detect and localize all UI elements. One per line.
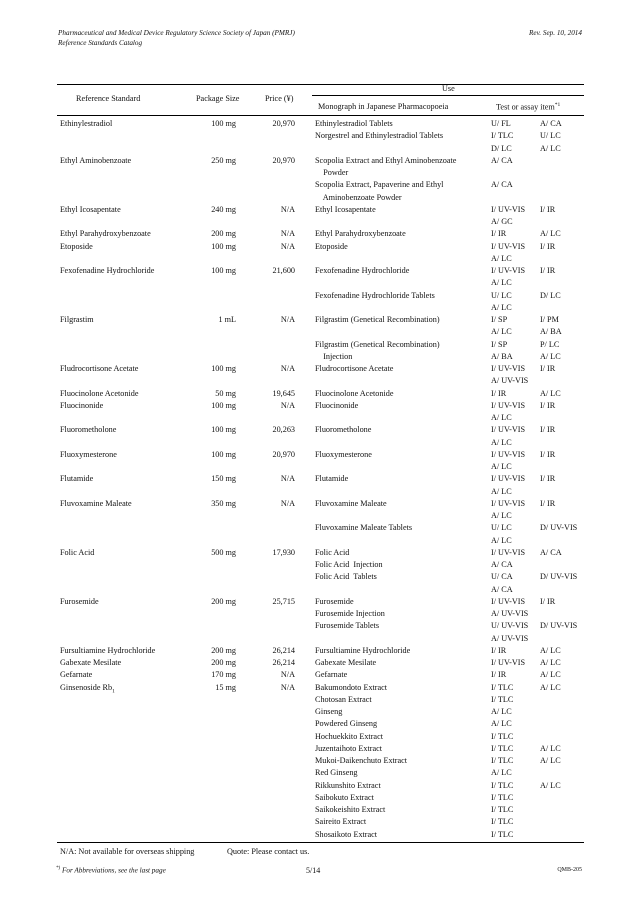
cell-t1: A/ LC	[491, 437, 512, 447]
cell-mono: Folic Acid Injection	[315, 560, 383, 569]
cell-t1: A/ GC	[491, 217, 513, 226]
cell-name: Flutamide	[60, 474, 94, 484]
table-row	[57, 217, 584, 229]
table-row	[57, 707, 584, 719]
catalog-title: Reference Standards Catalog	[58, 39, 143, 47]
cell-price: 20,970	[272, 155, 295, 165]
table-row	[57, 830, 584, 842]
cell-price: N/A	[280, 241, 295, 251]
cell-name: Fludrocortisone Acetate	[60, 364, 139, 373]
cell-size: 50 mg	[215, 388, 236, 398]
cell-t2: A/ LC	[540, 143, 561, 153]
cell-t2: I/ IR	[540, 364, 556, 373]
cell-t1: I/ UV-VIS	[491, 204, 526, 214]
cell-size: 1 mL	[218, 315, 236, 324]
cell-t1: U/ LC	[491, 523, 512, 533]
cell-t1: A/ BA	[491, 351, 513, 361]
cell-t1: A/ LC	[491, 535, 512, 545]
table-row	[57, 536, 584, 548]
cell-t2: A/ LC	[540, 780, 561, 790]
cell-price: 21,600	[272, 266, 295, 275]
cell-mono: Ethyl Parahydroxybenzoate	[315, 229, 406, 239]
table-row	[57, 450, 584, 462]
cell-price: 20,263	[272, 425, 295, 435]
cell-t1: A/ LC	[491, 486, 512, 496]
cell-t1: I/ TLC	[491, 817, 514, 827]
cell-name: Furosemide	[60, 596, 99, 606]
cell-size: 200 mg	[211, 645, 236, 655]
table-row	[57, 340, 584, 352]
cell-t1: A/ CA	[491, 155, 513, 165]
table-row	[57, 205, 584, 217]
cell-t1: I/ UV-VIS	[491, 364, 526, 373]
cell-mono: Chotosan Extract	[315, 694, 372, 704]
cell-mono: Norgestrel and Ethinylestradiol Tablets	[315, 131, 444, 141]
table-row	[57, 817, 584, 829]
cell-size: 170 mg	[211, 670, 236, 680]
cell-t1: I/ TLC	[491, 731, 514, 741]
cell-mono: Gabexate Mesilate	[315, 658, 377, 667]
cell-name: Fexofenadine Hydrochloride	[60, 266, 155, 275]
cell-size: 150 mg	[211, 474, 236, 484]
table-row	[57, 364, 584, 376]
cell-name: Ethyl Aminobenzoate	[60, 155, 132, 165]
cell-t1: I/ UV-VIS	[491, 498, 526, 508]
page-header-left	[58, 28, 295, 48]
cell-price: N/A	[280, 682, 295, 692]
col-header-test: Test or assay item$^{*1}$	[496, 102, 561, 112]
table-row	[57, 572, 584, 584]
cell-t1: A/ LC	[491, 278, 512, 288]
cell-t2: A/ LC	[540, 645, 561, 655]
table-row	[57, 193, 584, 205]
cell-t1: I/ TLC	[491, 694, 514, 704]
cell-t1: I/ UV-VIS	[491, 547, 526, 557]
cell-name: Fursultiamine Hydrochloride	[60, 645, 156, 655]
table-bottom-rule	[57, 842, 584, 843]
cell-t1: I/ UV-VIS	[491, 425, 526, 435]
cell-t1: A/ LC	[491, 413, 512, 422]
cell-t2: I/ IR	[540, 266, 556, 275]
cell-t1: U/ FL	[491, 119, 511, 128]
table-row	[57, 732, 584, 744]
cell-mono: Flutamide	[315, 474, 349, 484]
table-row	[57, 523, 584, 535]
table-row	[57, 229, 584, 241]
cell-size: 15 mg	[215, 682, 236, 692]
cell-mono: Shosaikoto Extract	[315, 829, 378, 839]
cell-price: N/A	[280, 498, 295, 508]
cell-mono: Mukoi-Daikenchuto Extract	[315, 756, 408, 765]
table-row	[57, 131, 584, 143]
cell-t2: A/ LC	[540, 229, 561, 239]
doc-code: QMB-205	[557, 867, 582, 873]
cell-t1: I/ UV-VIS	[491, 241, 526, 251]
cell-size: 500 mg	[211, 547, 236, 557]
cell-name: Fluocinolone Acetonide	[60, 388, 139, 398]
cell-name: Ethinylestradiol	[60, 119, 113, 128]
table-row	[57, 327, 584, 339]
table-row	[57, 254, 584, 266]
cell-t2: A/ LC	[540, 388, 561, 398]
cell-t2: A/ LC	[540, 351, 561, 361]
table-row	[57, 462, 584, 474]
col-header-standard: Reference Standard	[76, 94, 141, 103]
revision-date: Rev. Sep. 10, 2014	[529, 29, 582, 37]
cell-t1: I/ TLC	[491, 805, 514, 814]
cell-t2: A/ BA	[540, 327, 562, 337]
cell-mono: Fursultiamine Hydrochloride	[315, 645, 411, 655]
table-row	[57, 585, 584, 597]
table-row	[57, 303, 584, 315]
cell-t2: I/ IR	[540, 596, 556, 606]
cell-size: 350 mg	[211, 498, 236, 508]
cell-size: 100 mg	[211, 266, 236, 275]
cell-mono: Fluocinonide	[315, 400, 359, 410]
cell-t2: I/ IR	[540, 449, 556, 459]
cell-mono: Etoposide	[315, 241, 348, 251]
cell-t2: A/ CA	[540, 547, 562, 557]
cell-mono: Powder	[315, 168, 349, 177]
table-row	[57, 621, 584, 633]
use-divider-rule	[312, 95, 584, 96]
cell-mono: Saireito Extract	[315, 817, 367, 827]
cell-t1: A/ CA	[491, 584, 513, 594]
table-row	[57, 389, 584, 401]
cell-mono: Gefarnate	[315, 670, 348, 680]
cell-size: 100 mg	[211, 400, 236, 410]
table-row	[57, 242, 584, 254]
cell-t1: U/ UV-VIS	[491, 621, 529, 631]
cell-t2: I/ IR	[540, 400, 556, 410]
cell-t1: I/ TLC	[491, 780, 514, 790]
cell-t1: I/ SP	[491, 339, 508, 349]
table-row	[57, 474, 584, 486]
table-row	[57, 352, 584, 364]
cell-t1: A/ LC	[491, 719, 512, 729]
cell-name	[60, 683, 115, 695]
cell-size: 100 mg	[211, 425, 236, 435]
cell-price: 26,214	[272, 658, 295, 667]
cell-t1: A/ UV-VIS	[491, 376, 529, 386]
cell-mono: Juzentaihoto Extract	[315, 743, 383, 753]
cell-mono: Saibokuto Extract	[315, 792, 374, 802]
table-row	[57, 609, 584, 621]
cell-name: Gefarnate	[60, 670, 93, 680]
table-row	[57, 266, 584, 278]
cell-t1: I/ TLC	[491, 756, 514, 765]
cell-size: 240 mg	[211, 204, 236, 214]
table-row	[57, 156, 584, 168]
cell-name: Fluoxymesterone	[60, 449, 117, 459]
cell-price: N/A	[280, 364, 295, 373]
cell-name: Ethyl Icosapentate	[60, 204, 121, 214]
cell-t1: I/ TLC	[491, 682, 514, 692]
cell-name: Fluvoxamine Maleate	[60, 498, 132, 508]
table-row	[57, 291, 584, 303]
table-row	[57, 597, 584, 609]
cell-mono: Ethyl Icosapentate	[315, 204, 376, 214]
table-row	[57, 805, 584, 817]
cell-mono: Fluorometholone	[315, 425, 372, 435]
cell-t2: A/ LC	[540, 682, 561, 692]
cell-t2: A/ CA	[540, 119, 562, 128]
cell-price: 17,930	[272, 547, 295, 557]
cell-t2: I/ IR	[540, 425, 556, 435]
cell-t1: I/ TLC	[491, 792, 514, 802]
cell-t1: I/ IR	[491, 670, 507, 680]
cell-mono: Filgrastim (Genetical Recombination)	[315, 339, 440, 349]
col-header-package: Package Size	[196, 94, 240, 103]
cell-t1: A/ CA	[491, 560, 513, 569]
cell-price: 20,970	[272, 449, 295, 459]
cell-mono: Scopolia Extract and Ethyl Aminobenzoate	[315, 155, 457, 165]
cell-mono: Fluvoxamine Maleate Tablets	[315, 523, 413, 533]
col-header-monograph: Monograph in Japanese Pharmacopoeia	[318, 102, 449, 111]
cell-mono: Fexofenadine Hydrochloride Tablets	[315, 290, 435, 300]
cell-mono: Furosemide Tablets	[315, 621, 380, 631]
table-row	[57, 499, 584, 511]
cell-mono: Injection	[315, 351, 353, 361]
cell-price: 20,970	[272, 119, 295, 128]
cell-t1: A/ LC	[491, 462, 512, 471]
cell-price: N/A	[280, 400, 295, 410]
cell-t1: I/ TLC	[491, 743, 514, 753]
cell-t1: I/ UV-VIS	[491, 474, 526, 484]
na-note: N/A: Not available for overseas shipping	[60, 847, 195, 856]
cell-t1: A/ LC	[491, 707, 512, 716]
table-row	[57, 425, 584, 437]
org-name: Pharmaceutical and Medical Device Regulatory Science Society of Japan (PMRJ)	[58, 29, 295, 37]
table-row	[57, 793, 584, 805]
table-row	[57, 719, 584, 731]
cell-name: Gabexate Mesilate	[60, 658, 122, 667]
cell-mono: Hochuekkito Extract	[315, 731, 383, 741]
table-row	[57, 658, 584, 670]
cell-t2: A/ LC	[540, 670, 561, 680]
col-header-use: Use	[442, 84, 455, 93]
table-row	[57, 487, 584, 499]
table-row	[57, 744, 584, 756]
cell-price: N/A	[280, 229, 295, 239]
cell-price: 25,715	[272, 596, 295, 606]
cell-name: Etoposide	[60, 241, 93, 251]
page-number: 5/14	[306, 866, 321, 875]
cell-t1: A/ UV-VIS	[491, 609, 529, 618]
table-row	[57, 168, 584, 180]
cell-name: Ethyl Parahydroxybenzoate	[60, 229, 151, 239]
cell-size: 100 mg	[211, 364, 236, 373]
cell-t1: I/ IR	[491, 645, 507, 655]
cell-t2: I/ IR	[540, 498, 556, 508]
table-row	[57, 144, 584, 156]
col-header-price: Price (¥)	[265, 94, 294, 103]
cell-name: Fluorometholone	[60, 425, 117, 435]
table-row	[57, 560, 584, 572]
cell-t1: U/ LC	[491, 290, 512, 300]
table-row	[57, 548, 584, 560]
abbrev-note: *) For Abbreviations, see the last page	[56, 866, 166, 875]
table-row	[57, 511, 584, 523]
cell-t1: A/ CA	[491, 180, 513, 190]
cell-mono: Scopolia Extract, Papaverine and Ethyl	[315, 180, 444, 190]
cell-mono: Saikokeishito Extract	[315, 805, 386, 814]
table-row	[57, 646, 584, 658]
cell-size: 100 mg	[211, 241, 236, 251]
cell-mono: Filgrastim (Genetical Recombination)	[315, 315, 440, 324]
cell-t1: I/ UV-VIS	[491, 400, 526, 410]
cell-t2: A/ LC	[540, 743, 561, 753]
cell-t1: I/ IR	[491, 388, 507, 398]
cell-t2: A/ LC	[540, 756, 561, 765]
cell-price: N/A	[280, 315, 295, 324]
cell-mono: Ginseng	[315, 707, 343, 716]
cell-t1: A/ LC	[491, 511, 512, 520]
cell-t2: D/ UV-VIS	[540, 572, 578, 582]
cell-name: Fluocinonide	[60, 400, 104, 410]
cell-price: N/A	[280, 474, 295, 484]
cell-name: Ginsenoside Rb	[60, 682, 113, 692]
cell-mono: Furosemide	[315, 596, 354, 606]
cell-t1: I/ TLC	[491, 829, 514, 839]
cell-t1: U/ CA	[491, 572, 513, 582]
cell-t1: I/ IR	[491, 229, 507, 239]
cell-mono: Bakumondoto Extract	[315, 682, 388, 692]
table-row	[57, 401, 584, 413]
table-row	[57, 781, 584, 793]
cell-t1: A/ LC	[491, 327, 512, 337]
table-row	[57, 670, 584, 682]
table-row	[57, 119, 584, 131]
cell-price: N/A	[280, 670, 295, 680]
table-row	[57, 634, 584, 646]
cell-t2: D/ UV-VIS	[540, 523, 578, 533]
cell-mono: Ethinylestradiol Tablets	[315, 119, 393, 128]
cell-size: 100 mg	[211, 449, 236, 459]
cell-t1: A/ LC	[491, 253, 512, 263]
cell-price: 26,214	[272, 645, 295, 655]
cell-mono: Furosemide Injection	[315, 609, 385, 618]
cell-t2: I/ IR	[540, 474, 556, 484]
cell-size: 200 mg	[211, 229, 236, 239]
cell-mono: Rikkunshito Extract	[315, 780, 381, 790]
cell-size: 200 mg	[211, 596, 236, 606]
cell-t2: I/ PM	[540, 315, 559, 324]
cell-t1: I/ UV-VIS	[491, 658, 526, 667]
cell-t2: D/ UV-VIS	[540, 621, 578, 631]
cell-mono: Folic Acid	[315, 547, 350, 557]
cell-t1: I/ TLC	[491, 131, 514, 141]
table-row	[57, 376, 584, 388]
cell-size: 100 mg	[211, 119, 236, 128]
table-row	[57, 278, 584, 290]
table-row	[57, 768, 584, 780]
cell-t1: I/ UV-VIS	[491, 596, 526, 606]
table-row	[57, 413, 584, 425]
cell-name: Folic Acid	[60, 547, 95, 557]
table-row	[57, 180, 584, 192]
cell-t1: I/ SP	[491, 315, 508, 324]
cell-mono: Aminobenzoate Powder	[315, 192, 402, 202]
table-row	[57, 438, 584, 450]
cell-t1: A/ LC	[491, 302, 512, 312]
quote-note: Quote: Please contact us.	[227, 847, 310, 856]
cell-t1: A/ UV-VIS	[491, 633, 529, 643]
cell-t2: A/ LC	[540, 658, 561, 667]
table-row	[57, 315, 584, 327]
table-top-rule	[57, 84, 584, 85]
cell-mono: Fluoxymesterone	[315, 449, 372, 459]
cell-mono: Fexofenadine Hydrochloride	[315, 266, 410, 275]
header-bottom-rule	[57, 115, 584, 116]
table-row	[57, 756, 584, 768]
table-row	[57, 683, 584, 695]
cell-price: 19,645	[272, 388, 295, 398]
cell-t1: I/ UV-VIS	[491, 449, 526, 459]
cell-price: N/A	[280, 204, 295, 214]
cell-t2: I/ IR	[540, 241, 556, 251]
cell-mono: Fluvoxamine Maleate	[315, 498, 387, 508]
cell-t1: I/ UV-VIS	[491, 266, 526, 275]
table-row	[57, 695, 584, 707]
cell-t1: D/ LC	[491, 143, 512, 153]
cell-mono: Folic Acid Tablets	[315, 572, 377, 582]
cell-t1: A/ LC	[491, 768, 512, 778]
cell-t2: P/ LC	[540, 339, 560, 349]
cell-mono: Red Ginseng	[315, 768, 358, 778]
cell-t2: I/ IR	[540, 204, 556, 214]
cell-name: Filgrastim	[60, 315, 94, 324]
cell-name-subscript: 1	[112, 688, 115, 695]
cell-size: 200 mg	[211, 658, 236, 667]
cell-t2: U/ LC	[540, 131, 561, 141]
cell-mono: Fludrocortisone Acetate	[315, 364, 394, 373]
cell-t2: D/ LC	[540, 290, 561, 300]
cell-mono: Powdered Ginseng	[315, 719, 378, 729]
cell-size: 250 mg	[211, 155, 236, 165]
cell-mono: Fluocinolone Acetonide	[315, 388, 394, 398]
